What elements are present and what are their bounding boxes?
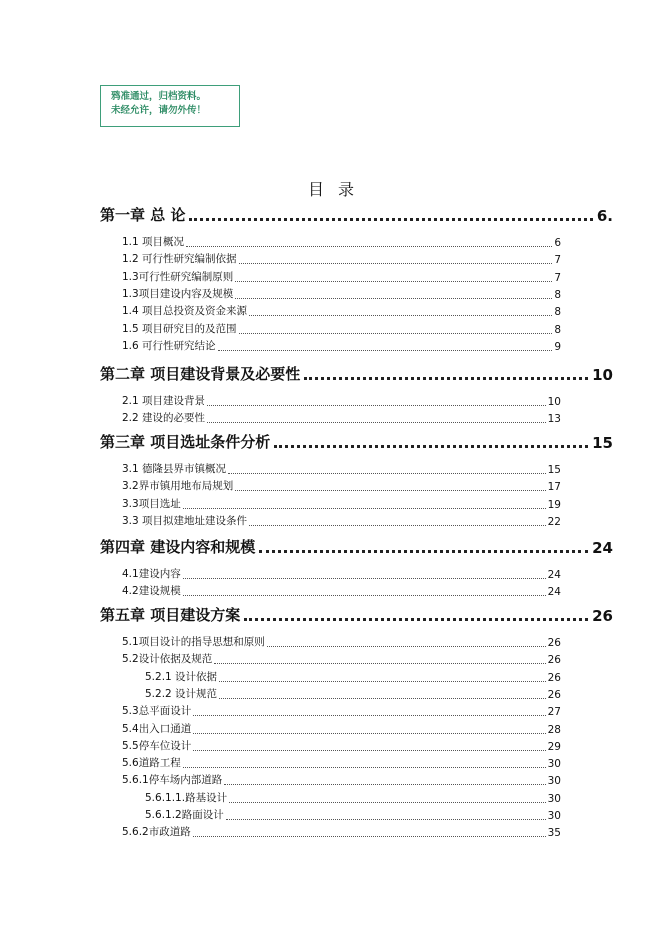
chapter-heading-page: 6. [596, 207, 613, 225]
dot-leader [186, 246, 552, 247]
dot-leader [267, 646, 546, 647]
dot-leader [219, 681, 546, 682]
chapter-heading[interactable] [100, 605, 613, 625]
section-entry-page: 27 [547, 706, 561, 719]
section-entry-page: 30 [547, 775, 561, 788]
dot-leader [219, 698, 546, 699]
section-entry[interactable] [122, 462, 561, 476]
section-entry-page: 7 [554, 271, 561, 284]
chapter-heading-page: 26 [592, 607, 613, 625]
section-entry-page: 8 [554, 288, 561, 301]
section-entry[interactable] [122, 584, 561, 598]
subsection-entry-page: 26 [547, 688, 561, 701]
dot-leader [244, 618, 588, 621]
section-entry[interactable] [122, 514, 561, 528]
dot-leader [229, 802, 546, 803]
toc-title: 目录 [307, 180, 368, 199]
section-entry[interactable] [122, 270, 561, 284]
section-entry-label: 5.4出入口通道 [122, 722, 192, 735]
section-entry-page: 22 [547, 515, 561, 528]
section-entry-label: 1.6 可行性研究结论 [122, 339, 216, 352]
section-entry-label: 1.3项目建设内容及规模 [122, 287, 234, 300]
chapter-heading[interactable] [100, 205, 613, 225]
section-entry-page: 19 [547, 498, 561, 511]
subsection-entry-label: 5.6.1.1.路基设计 [145, 791, 228, 804]
chapter-heading-page: 10 [592, 366, 613, 384]
subsection-entry[interactable] [145, 670, 561, 684]
dot-leader [207, 405, 546, 406]
section-entry[interactable] [122, 739, 561, 753]
section-entry-page: 15 [547, 464, 561, 476]
dot-leader [193, 733, 545, 734]
section-entry-page: 7 [554, 254, 561, 267]
dot-leader [189, 218, 592, 221]
dot-leader [183, 595, 546, 596]
section-entry[interactable] [122, 287, 561, 301]
chapter-heading[interactable] [100, 364, 613, 384]
section-entry-page: 17 [547, 481, 561, 494]
dot-leader [235, 490, 545, 491]
dot-leader [239, 333, 553, 334]
section-entry-page: 24 [547, 569, 561, 581]
section-entry-page: 9 [554, 340, 561, 353]
section-entry-label: 5.2设计依据及规范 [122, 653, 213, 666]
dot-leader [193, 836, 546, 837]
subsection-entry-label: 5.2.1 设计依据 [145, 670, 218, 683]
section-entry-page: 26 [547, 654, 561, 667]
dot-leader [249, 315, 552, 316]
stamp-line-1: 鸦准通过，归档资料。 [111, 91, 207, 102]
section-entry-label: 1.1 项目概况 [122, 236, 185, 248]
section-entry-label: 4.2建设规模 [122, 585, 181, 598]
section-entry-label: 1.4 项目总投资及资金来源 [122, 305, 248, 318]
dot-leader [226, 819, 546, 820]
subsection-entry-label: 5.6.1.2路面设计 [145, 809, 224, 821]
section-entry[interactable] [122, 635, 561, 649]
subsection-entry-page: 26 [547, 671, 561, 684]
chapter-heading-label: 第一章 总 论 [100, 206, 186, 224]
dot-leader [214, 663, 545, 664]
section-entry-label: 4.1建设内容 [122, 568, 181, 580]
dot-leader [235, 298, 552, 299]
section-entry-label: 5.6道路工程 [122, 757, 181, 770]
approval-stamp [100, 85, 240, 127]
section-entry-page: 6 [554, 237, 561, 249]
dot-leader [228, 473, 546, 474]
section-entry[interactable] [122, 756, 561, 770]
section-entry-label: 5.6.2市政道路 [122, 826, 191, 839]
dot-leader [218, 350, 553, 351]
dot-leader [183, 578, 546, 579]
section-entry[interactable] [122, 339, 561, 353]
dot-leader [183, 508, 546, 509]
section-entry-label: 5.5停车位设计 [122, 739, 192, 752]
section-entry[interactable] [122, 235, 561, 249]
chapter-heading-page: 15 [592, 434, 613, 452]
chapter-heading-label: 第二章 项目建设背景及必要性 [100, 365, 301, 383]
section-entry-page: 26 [547, 637, 561, 649]
section-entry-label: 1.5 项目研究目的及范围 [122, 322, 237, 335]
chapter-heading[interactable] [100, 432, 613, 452]
section-entry-label: 3.3 项目拟建地址建设条件 [122, 514, 248, 527]
dot-leader [193, 715, 545, 716]
section-entry-page: 35 [547, 827, 561, 840]
dot-leader [304, 377, 588, 380]
subsection-entry-page: 30 [547, 810, 561, 822]
dot-leader [274, 445, 588, 448]
subsection-entry-label: 5.2.2 设计规范 [145, 687, 218, 700]
section-entry[interactable] [122, 722, 561, 736]
section-entry-page: 13 [547, 413, 561, 426]
section-entry-page: 28 [547, 723, 561, 736]
chapter-heading-label: 第四章 建设内容和规模 [100, 538, 256, 556]
section-entry-label: 2.1 项目建设背景 [122, 395, 206, 407]
section-entry-page: 30 [547, 758, 561, 771]
chapter-heading-label: 第五章 项目建设方案 [100, 606, 241, 624]
section-entry-label: 1.2 可行性研究编制依据 [122, 253, 237, 266]
dot-leader [207, 422, 546, 423]
subsection-entry-page: 30 [547, 792, 561, 805]
section-entry-label: 3.1 德隆县界市镇概况 [122, 463, 227, 475]
section-entry-label: 1.3可行性研究编制原则 [122, 270, 234, 283]
section-entry-page: 29 [547, 740, 561, 753]
dot-leader [224, 784, 545, 785]
section-entry[interactable] [122, 479, 561, 493]
section-entry-page: 8 [554, 323, 561, 336]
section-entry[interactable] [122, 825, 561, 839]
subsection-entry[interactable] [145, 791, 561, 805]
section-entry[interactable] [122, 497, 561, 511]
section-entry-page: 24 [547, 586, 561, 599]
section-entry-label: 3.3项目选址 [122, 497, 181, 510]
dot-leader [183, 767, 546, 768]
dot-leader [235, 281, 552, 282]
section-entry-label: 5.6.1停车场内部道路 [122, 774, 223, 787]
section-entry[interactable] [122, 704, 561, 718]
dot-leader [239, 263, 553, 264]
section-entry-label: 5.1项目设计的指导思想和原则 [122, 636, 265, 648]
dot-leader [193, 750, 545, 751]
section-entry-label: 5.3总平面设计 [122, 705, 192, 718]
section-entry[interactable] [122, 567, 561, 581]
section-entry[interactable] [122, 652, 561, 666]
chapter-heading[interactable] [100, 537, 613, 557]
chapter-heading-label: 第三章 项目选址条件分析 [100, 433, 271, 451]
dot-leader [249, 525, 546, 526]
section-entry-label: 3.2界市镇用地布局规划 [122, 480, 234, 493]
section-entry-label: 2.2 建设的必要性 [122, 412, 206, 425]
subsection-entry[interactable] [145, 687, 561, 701]
section-entry[interactable] [122, 304, 561, 318]
section-entry[interactable] [122, 773, 561, 787]
dot-leader [259, 550, 588, 553]
section-entry[interactable] [122, 394, 561, 408]
chapter-heading-page: 24 [592, 539, 613, 557]
stamp-line-2: 未经允许，请勿外传！ [111, 105, 207, 116]
section-entry[interactable] [122, 411, 561, 425]
section-entry[interactable] [122, 252, 561, 266]
section-entry-page: 10 [547, 396, 561, 408]
section-entry-page: 8 [554, 306, 561, 319]
section-entry[interactable] [122, 322, 561, 336]
subsection-entry[interactable] [145, 808, 561, 822]
